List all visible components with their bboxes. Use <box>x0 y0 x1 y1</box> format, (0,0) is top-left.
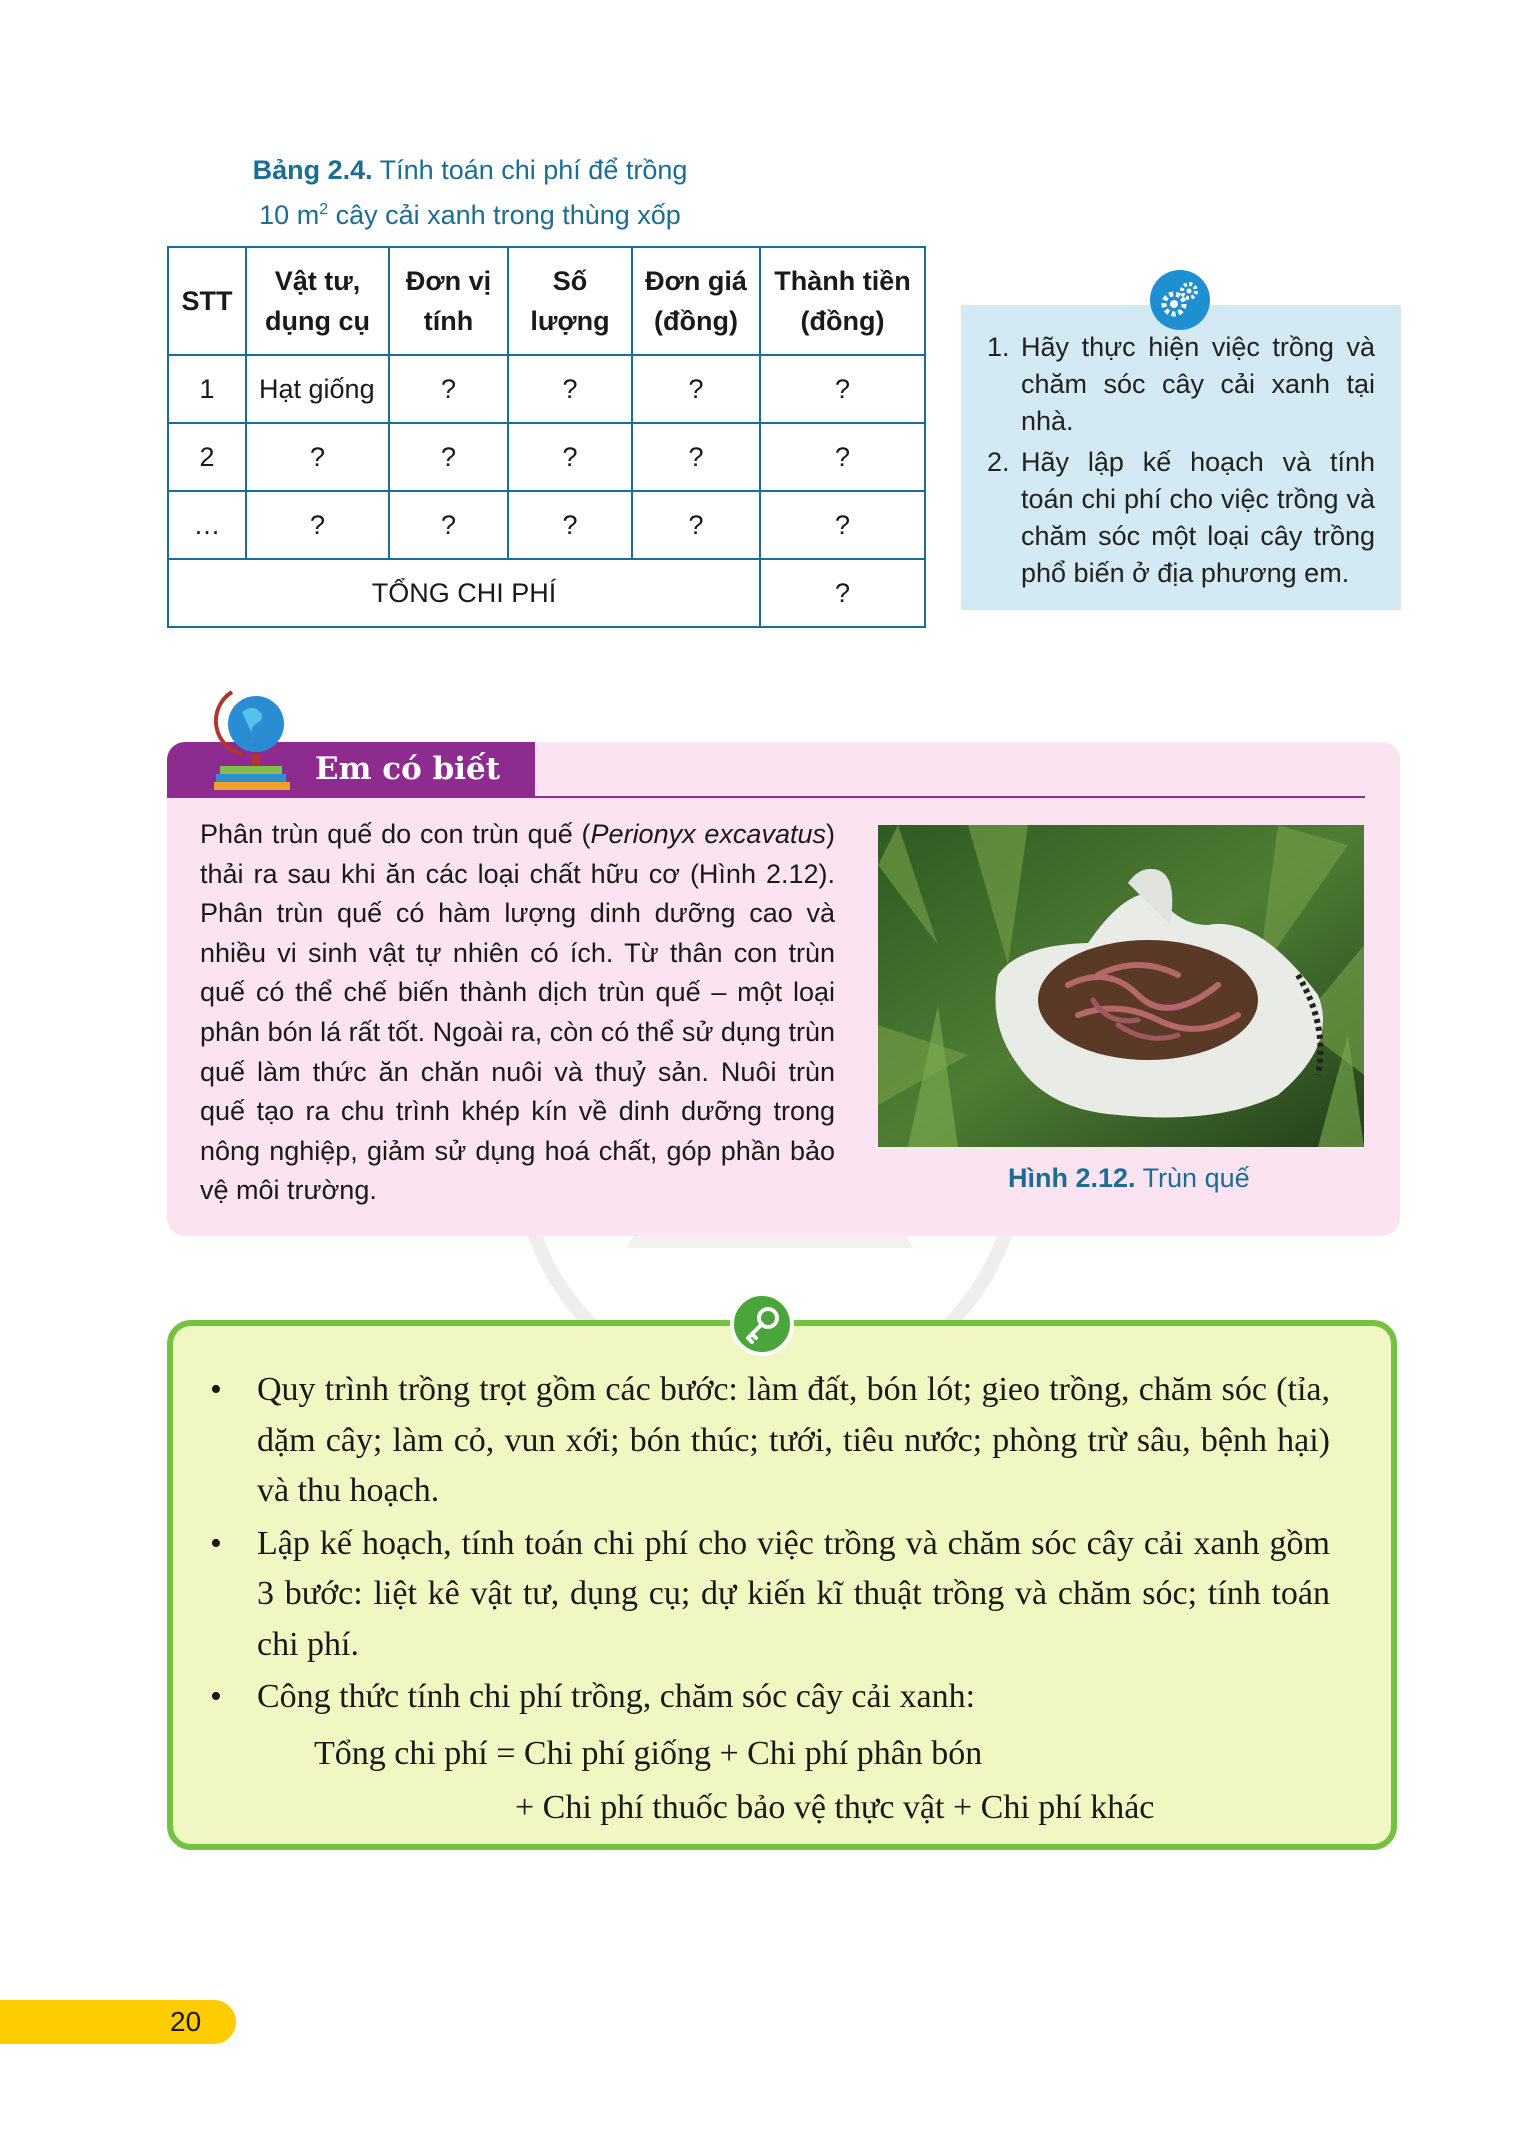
table-cell: ? <box>760 423 925 491</box>
header-unit: Đơn vị tính <box>389 247 508 355</box>
formula-line-1: Tổng chi phí = Chi phí giống + Chi phí phân bón <box>314 1735 983 1772</box>
table-caption-text-2-pre: 10 m <box>259 200 320 230</box>
bullet: • <box>210 1371 222 1408</box>
key-icon <box>730 1292 794 1356</box>
table-header-row <box>168 247 925 355</box>
activity-list <box>961 305 1401 592</box>
table-cell: 1 <box>168 355 246 423</box>
cost-table <box>167 246 926 628</box>
table-cell: ? <box>760 355 925 423</box>
header-supplies: Vật tư, dụng cụ <box>246 247 389 355</box>
did-you-know-title: Em có biết <box>315 751 501 787</box>
summary-item-text: Công thức tính chi phí trồng, chăm sóc cây cải xanh: <box>257 1678 976 1715</box>
activity-item-number: 1. <box>987 332 1010 362</box>
table-row <box>168 355 925 423</box>
list-item <box>210 1365 1330 1517</box>
table-row <box>168 491 925 559</box>
list-item <box>210 1672 1330 1723</box>
figure-caption-text: Trùn quế <box>1142 1163 1250 1193</box>
table-cell: ? <box>508 355 632 423</box>
table-caption-text-1: Tính toán chi phí để trồng <box>379 155 688 185</box>
list-item <box>987 444 1375 592</box>
figure-label: Hình 2.12. <box>1008 1163 1136 1193</box>
table-row <box>168 423 925 491</box>
earthworm-photo <box>878 825 1364 1147</box>
table-cell: Hạt giống <box>246 355 389 423</box>
table-caption <box>170 150 770 235</box>
table-cell: ? <box>389 491 508 559</box>
activity-box <box>961 305 1401 610</box>
total-value: ? <box>760 559 925 627</box>
summary-item-text: Lập kế hoạch, tính toán chi phí cho việc trồng và chăm sóc cây cải xanh gồm 3 bước: liệt kê vật tư, dụng cụ; dự kiến kĩ thuật trồng và chăm sóc; tính toán chi phí. <box>257 1524 1330 1663</box>
header-stt: STT <box>168 247 246 355</box>
table-cell: ? <box>760 491 925 559</box>
did-you-know-text: Phân trùn quế do con trùn quế (Perionyx excavatus) thải ra sau khi ăn các loại chất hữu cơ (Hình 2.12). Phân trùn quế có hàm lượng dinh dưỡng cao và nhiều vi sinh vật tự nhiên có ích. Từ thân con trùn quế có thể chế biến thành dịch trùn quế – một loại phân bón lá rất tốt. Ngoài ra, còn có thể sử dụng trùn quế làm thức ăn chăn nuôi và thuỷ sản. Nuôi trùn quế tạo ra chu trình khép kín về dinh dưỡng trong nông nghiệp, giảm sử dụng hoá chất, góp phần bảo vệ môi trường. <box>200 819 835 1206</box>
table-total-row <box>168 559 925 627</box>
activity-item-text: Hãy thực hiện việc trồng và chăm sóc cây cải xanh tại nhà. <box>1021 332 1375 436</box>
table-cell: ? <box>246 423 389 491</box>
header-quantity: Số lượng <box>508 247 632 355</box>
table-cell: ? <box>632 423 760 491</box>
species-name: Perionyx excavatus <box>590 819 826 849</box>
table-cell: ? <box>246 491 389 559</box>
table-cell: ? <box>389 423 508 491</box>
total-label: TỔNG CHI PHÍ <box>168 559 760 627</box>
list-item <box>210 1519 1330 1671</box>
list-item <box>987 329 1375 440</box>
activity-item-text: Hãy lập kế hoạch và tính toán chi phí cho việc trồng và chăm sóc một loại cây trồng phổ biến ở địa phương em. <box>1021 447 1375 588</box>
figure-caption <box>1008 1163 1250 1194</box>
table-cell: 2 <box>168 423 246 491</box>
summary-item-text: Quy trình trồng trọt gồm các bước: làm đất, bón lót; gieo trồng, chăm sóc (tỉa, dặm cây; làm cỏ, vun xới; bón thúc; tưới, tiêu nước; phòng trừ sâu, bệnh hại) và thu hoạch. <box>257 1371 1330 1509</box>
did-you-know-divider <box>535 796 1365 798</box>
bullet: • <box>210 1678 222 1715</box>
table-caption-label: Bảng 2.4. <box>252 155 373 185</box>
table-cell: ? <box>389 355 508 423</box>
table-cell: ? <box>632 355 760 423</box>
table-caption-sup: 2 <box>319 201 329 218</box>
table-cell: ? <box>508 491 632 559</box>
table-caption-text-2-post: cây cải xanh trong thùng xốp <box>328 200 681 230</box>
activity-item-number: 2. <box>987 447 1010 477</box>
bullet: • <box>210 1524 222 1562</box>
table-cell: ? <box>508 423 632 491</box>
gears-icon <box>1150 270 1210 330</box>
page-number: 20 <box>170 2006 202 2037</box>
header-amount: Thành tiền (đồng) <box>760 247 925 355</box>
table-cell: … <box>168 491 246 559</box>
globe-books-icon <box>212 682 292 792</box>
header-unit-price: Đơn giá (đồng) <box>632 247 760 355</box>
table-cell: ? <box>632 491 760 559</box>
formula-line-2: + Chi phí thuốc bảo vệ thực vật + Chi phí khác <box>515 1789 1155 1826</box>
summary-list <box>210 1365 1330 1725</box>
